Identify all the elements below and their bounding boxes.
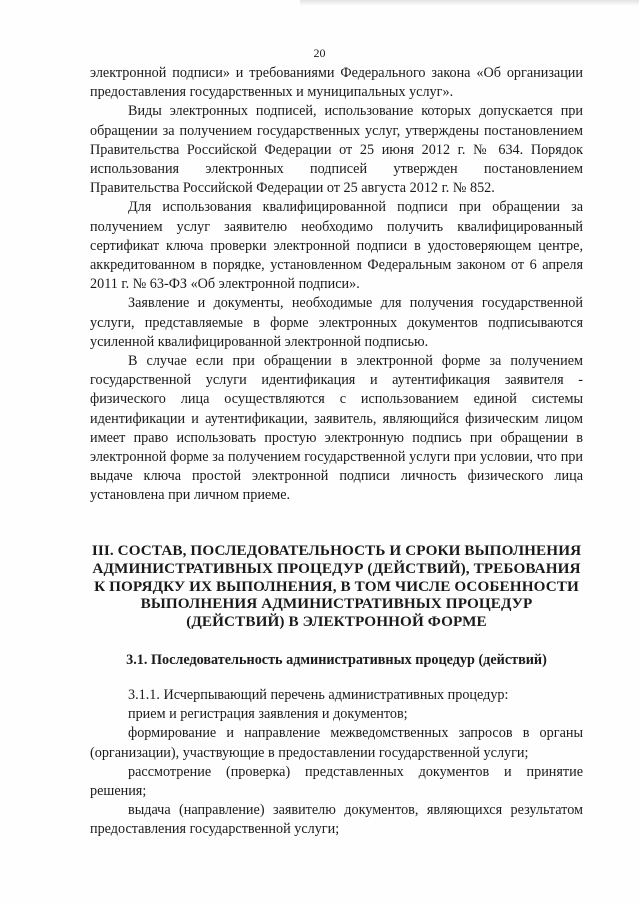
list-item: выдача (направление) заявителю документов, являющихся результатом предоставления государственной услуги;: [90, 802, 583, 838]
list-item: формирование и направление межведомственных запросов в органы (организации), участвующие в предоставлении государственной услуги;: [90, 725, 583, 761]
page-number: 20: [313, 46, 326, 60]
paragraph: Заявление и документы, необходимые для получения государственной услуги, представляемые в форме электронных документов подписываются усиленной квалифицированной электронной подписью.: [90, 295, 583, 350]
body-text: [90, 64, 583, 506]
list-item: прием и регистрация заявления и документов;: [128, 706, 408, 723]
section-heading: III. СОСТАВ, ПОСЛЕДОВАТЕЛЬНОСТЬ И СРОКИ ВЫПОЛНЕНИЯ АДМИНИСТРАТИВНЫХ ПРОЦЕДУР (ДЕЙСТВИЙ), ТРЕБОВАНИЯ К ПОРЯДКУ ИХ ВЫПОЛНЕНИЯ, В ТОМ ЧИСЛЕ ОСОБЕННОСТИ ВЫПОЛНЕНИЯ АДМИНИСТРАТИВНЫХ ПРОЦЕДУР (ДЕЙСТВИЙ) В ЭЛЕКТРОННОЙ ФОРМЕ: [91, 542, 582, 631]
paragraph: электронной подписи» и требованиями Федерального закона «Об организации предоставления государственных и муниципальных услуг».: [90, 65, 583, 101]
paragraph: Для использования квалифицированной подписи при обращении за получением услуг заявителю необходимо получить квалифицированный сертификат ключа проверки электронной подписи в удостоверяющем центре, аккредитованном в порядке, установленном Федеральным законом от 6 апреля 2011 г. № 63-ФЗ «Об электронной подписи».: [90, 199, 583, 293]
paragraph: Виды электронных подписей, использование которых допускается при обращении за получением государственных услуг, утверждены постановлением Правительства Российской Федерации от 25 июня 2012 г. № 634. Порядок использования электронных подписей утвержден постановлением Правительства Российской Федерации от 25 августа 2012 г. № 852.: [90, 103, 583, 197]
list-item: рассмотрение (проверка) представленных документов и принятие решения;: [90, 763, 583, 800]
subsection-heading: 3.1. Последовательность административных процедур (действий): [126, 652, 547, 668]
scan-edge-shadow: [300, 0, 639, 6]
list-item: 3.1.1. Исчерпывающий перечень административных процедур:: [128, 687, 509, 703]
paragraph: В случае если при обращении в электронной форме за получением государственной услуги идентификация и аутентификация заявителя - физического лица осуществляются с использованием единой системы идентификации и аутентификации, заявитель, являющийся физическим лицом имеет право использовать простую электронную подпись при обращении в электронной форме за получением государственной услуги при условии, что при выдаче ключа простой электронной подписи личность физического лица установлена при личном приеме.: [90, 353, 583, 504]
procedure-list: [90, 686, 583, 840]
